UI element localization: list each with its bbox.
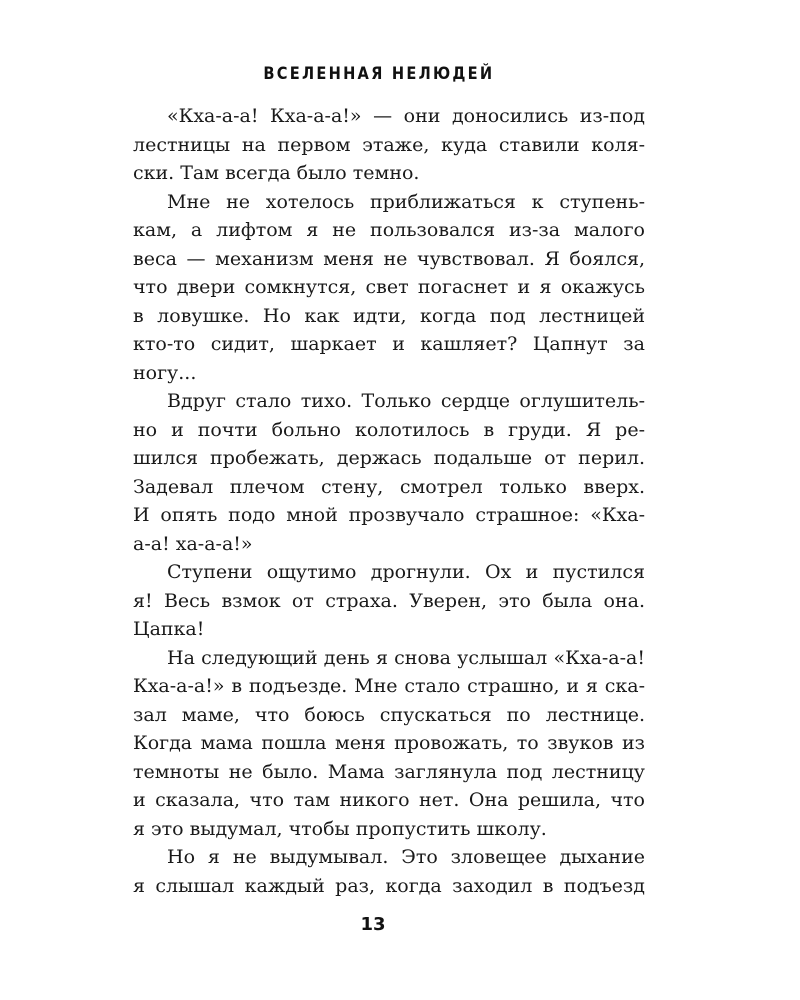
running-head: ВСЕЛЕННАЯ НЕЛЮДЕЙ [263, 64, 495, 84]
text-line: Задевал плечом стену, смотрел только вверх. [133, 475, 645, 498]
text-line: темноты не было. Мама заглянула под лестницу [133, 760, 645, 783]
text-line: а-а! ха-а-а!» [133, 532, 253, 555]
text-line: в ловушке. Но как идти, когда под лестницей [133, 304, 645, 327]
text-line: шился пробежать, держась подальше от перил. [133, 447, 645, 469]
text-line: зал маме, что боюсь спускаться по лестнице. [133, 703, 645, 726]
paragraph [99, 188, 645, 388]
text-line: «Кха-а-а! Кха-а-а!» — они доносились из-под [167, 105, 645, 127]
text-line: Ступени ощутимо дрогнули. Ох и пустился [167, 561, 645, 583]
text-line: я! Весь взмок от страха. Уверен, это была она. [133, 589, 645, 612]
text-line: Цапка! [133, 618, 205, 640]
paragraph [99, 644, 645, 844]
text-line: я это выдумал, чтобы пропустить школу. [133, 817, 547, 840]
text-line: ски. Там всегда было темно. [133, 162, 420, 184]
text-line: Когда мама пошла меня провожать, то звуков из [133, 732, 645, 754]
text-line: Вдруг стало тихо. Только сердце оглушитель- [167, 390, 645, 412]
text-line: веса — механизм меня не чувствовал. Я боялся, [133, 247, 645, 270]
text-line: На следующий день я снова услышал «Кха-а-а! [167, 646, 645, 669]
paragraph [99, 102, 645, 188]
paragraph [99, 558, 645, 644]
text-line: лестницы на первом этаже, куда ставили коля- [133, 133, 645, 156]
text-line: Но я не выдумывал. Это зловещее дыхание [167, 846, 645, 868]
text-line: ногу... [133, 361, 197, 384]
text-line: кто-то сидит, шаркает и кашляет? Цапнут за [133, 333, 645, 355]
text-line: Мне не хотелось приближаться к ступень- [167, 190, 645, 213]
text-line: И опять подо мной прозвучало страшное: «Кха- [133, 504, 645, 526]
body-text [99, 102, 645, 900]
text-line: но и почти больно колотилось в груди. Я ре- [133, 418, 645, 441]
text-line: и сказала, что там никого нет. Она решила, что [133, 789, 645, 811]
text-line: Кха-а-а!» в подъезде. Мне стало страшно, и я ска- [133, 675, 645, 697]
text-line: кам, а лифтом я не пользовался из-за малого [133, 219, 645, 241]
paragraph [99, 387, 645, 558]
page-number: 13 [360, 914, 386, 935]
text-line: я слышал каждый раз, когда заходил в подъезд [133, 874, 645, 897]
paragraph [99, 843, 645, 900]
text-line: что двери сомкнутся, свет погаснет и я окажусь [133, 276, 645, 298]
